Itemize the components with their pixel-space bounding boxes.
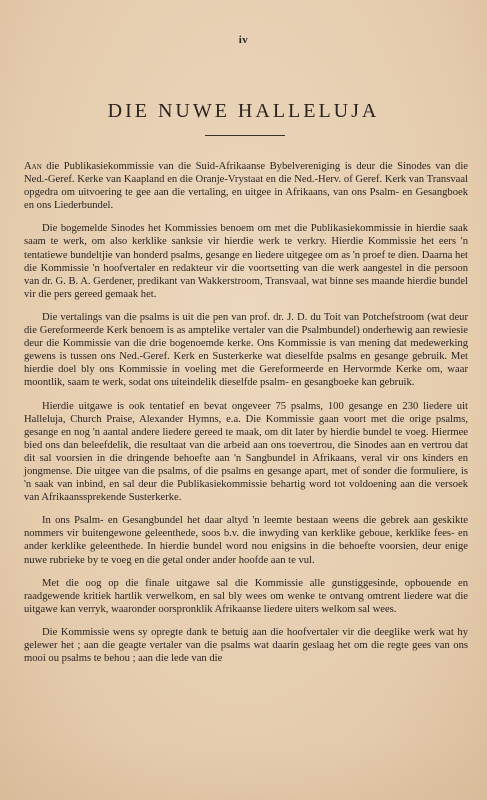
title-rule bbox=[205, 135, 285, 136]
paragraph-3: Die vertalings van die psalms is uit die pen van prof. dr. J. D. du Toit van Potchefstroom (wat deur die Gereformeerde Kerk benoem is as amptelike vertaler van die Psalmbundel) onderhewig aan rewiesie deur die Kommissie van die drie bogenoemde kerke. Ons Kommissie is van mening dat medewerking gewens is tussen ons Ned.-Geref. Kerk en Susterkerke wat dieselfde psalms en gesange gebruik. Met hierdie doel bly ons Kommissie in voeling met die Gereformeerde en Hervormde Kerke om, waar moontlik, saam te werk, sodat ons uiteindelik dieselfde psalm- en gesangboeke kan gebruik. bbox=[24, 311, 468, 389]
body-text bbox=[24, 160, 468, 675]
page-title: DIE NUWE HALLELUJA bbox=[107, 100, 380, 122]
paragraph-text: die Publikasiekommissie van die Suid-Afrikaanse Bybelvereniging is deur die Sinodes van die Ned.-Geref. Kerke van Kaapland en die Oranje-Vrystaat en die Ned.-Herv. of Geref. Kerk van Transvaal opgedra om uitvoering te gee aan die vertaling, en uitgee in Afrikaans, van ons Psalm- en Gesangboek en ons Liederbundel. bbox=[24, 161, 468, 212]
paragraph-7: Die Kommissie wens sy opregte dank te betuig aan die hoofvertaler vir die deeglike werk wat hy gelewer het ; aan die geagte vertaler van die psalms wat daarin geslaag het om die regte gees van ons mooi ou psalms te behou ; aan die lede van die bbox=[24, 626, 468, 665]
paragraph-lead: Aan bbox=[24, 161, 42, 172]
page-number: iv bbox=[238, 34, 249, 46]
paragraph-4: Hierdie uitgawe is ook tentatief en bevat ongeveer 75 psalms, 100 gesange en 230 liedere uit Halleluja, Church Praise, Alexander Hymns, e.a. Die Kommissie gaan voort met die orige psalms, gesange en nog 'n aantal andere liedere gereed te maak, om dit later by hierdie bundel te voeg. Hiermee bied ons dan beleefdelik, die resultaat van die arbeid aan ons toevertrou, die Sinodes aan en vertrou dat dit sal voorsien in die dringende behoefte aan 'n Sangbundel in Afrikaans, veral vir ons kinders en jongmense. Die uitgee van die psalms, of die psalms en gesange apart, met of sonder die formuliere, is 'n saak van inbind, en sal deur die Publikasiekommissie behartig word tot voldoening aan die versoek van Afrikaanssprekende Susterkerke. bbox=[24, 400, 468, 504]
page-shading bbox=[0, 740, 487, 800]
paragraph-6: Met die oog op die finale uitgawe sal die Kommissie alle gunstiggesinde, opbouende en raadgewende kritiek hartlik verwelkom, en sal bly wees om wenke te ontvang omtrent liedere wat die uitgawe kan verryk, waaronder oorspronklik Afrikaanse liedere uiters welkom sal wees. bbox=[24, 577, 468, 615]
paragraph-5: In ons Psalm- en Gesangbundel het daar altyd 'n leemte bestaan weens die gebrek aan geskikte nommers vir buitengewone geleenthede, soos b.v. die inwyding van kerklike geboue, kerklike fees- en ander kerklike geleenthede. In hierdie bundel word nou enigsins in die behoefte voorsien, deur enige nuwe rubrieke by te voeg en die getal onder ander hoofde aan te vul. bbox=[24, 515, 468, 566]
paragraph-2: Die bogemelde Sinodes het Kommissies benoem om met die Publikasiekommissie in hierdie saak saam te werk, om also kerklike sanksie vir hierdie werk te verkry. Hierdie Kommissie het eers 'n tentatiewe bundeltjie van honderd psalms, gesange en liedere uitgegee om as 'n proef te dien. Daarna het die Kommissie 'n hoofvertaler en redakteur vir die voortsetting van die werk aangestel in die persoon van dr. G. B. A. Gerdener, predikant van Wakkerstroom, Transvaal, wat binne ses maande hierdie bundel vir die pers gereed gemaak het. bbox=[24, 223, 468, 300]
paragraph-1 bbox=[24, 160, 468, 212]
